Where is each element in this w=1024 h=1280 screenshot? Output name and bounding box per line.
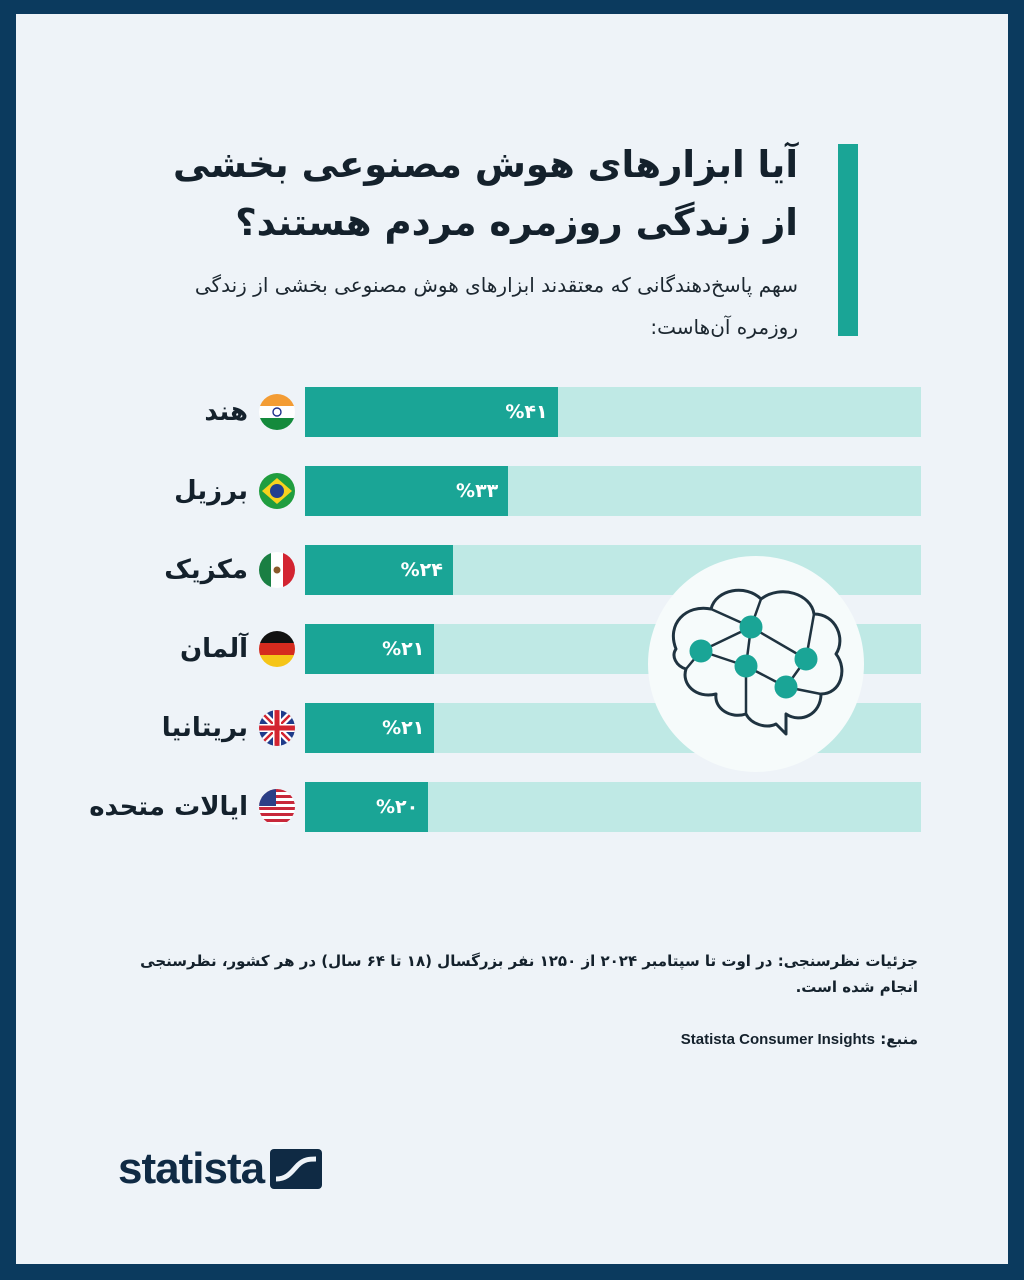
usa-flag-icon bbox=[259, 789, 295, 825]
bar-value-label: %۴۱ bbox=[505, 401, 548, 423]
source-line bbox=[118, 1026, 918, 1053]
logo-text: statista bbox=[118, 1144, 265, 1193]
bar-value-label: %۲۱ bbox=[382, 638, 425, 660]
brain-network-icon bbox=[636, 554, 876, 774]
country-label: هند bbox=[204, 397, 248, 427]
statista-logo bbox=[118, 1144, 322, 1194]
country-label: برزیل bbox=[174, 476, 248, 506]
bar-value-label: %۲۴ bbox=[400, 559, 443, 581]
brazil-flag-icon bbox=[259, 473, 295, 509]
uk-flag-icon bbox=[259, 710, 295, 746]
country-label: بریتانیا bbox=[161, 713, 248, 743]
source-name: Statista Consumer Insights bbox=[680, 1031, 875, 1048]
bar-value-label: %۲۰ bbox=[375, 796, 419, 818]
country-label: آلمان bbox=[179, 634, 248, 664]
statista-logo-icon bbox=[270, 1149, 322, 1189]
bar-value-label: %۲۱ bbox=[382, 717, 425, 739]
infographic-card bbox=[16, 14, 1008, 1264]
source-label: منبع: bbox=[880, 1030, 918, 1048]
germany-flag-icon bbox=[259, 631, 295, 667]
india-flag-icon bbox=[259, 394, 295, 430]
bar-value-label: %۳۳ bbox=[456, 480, 499, 502]
chart-title: آیا ابزارهای هوش مصنوعی بخشی از زندگی روزمره مردم هستند؟ bbox=[173, 143, 798, 244]
country-label: مکزیک bbox=[164, 555, 248, 585]
survey-notes bbox=[118, 948, 918, 1079]
country-label: ایالات متحده bbox=[89, 792, 248, 822]
survey-details-text: جزئیات نظرسنجی: در اوت تا سپتامبر ۲۰۲۴ از ۱۲۵۰ نفر بزرگسال (۱۸ تا ۶۴ سال) در هر کشور، نظرسنجی انجام شده است. bbox=[140, 952, 918, 996]
mexico-flag-icon bbox=[259, 552, 295, 588]
chart-subtitle: سهم پاسخ‌دهندگانی که معتقدند ابزارهای هوش مصنوعی بخشی از زندگی روزمره آن‌هاست: bbox=[194, 273, 798, 339]
